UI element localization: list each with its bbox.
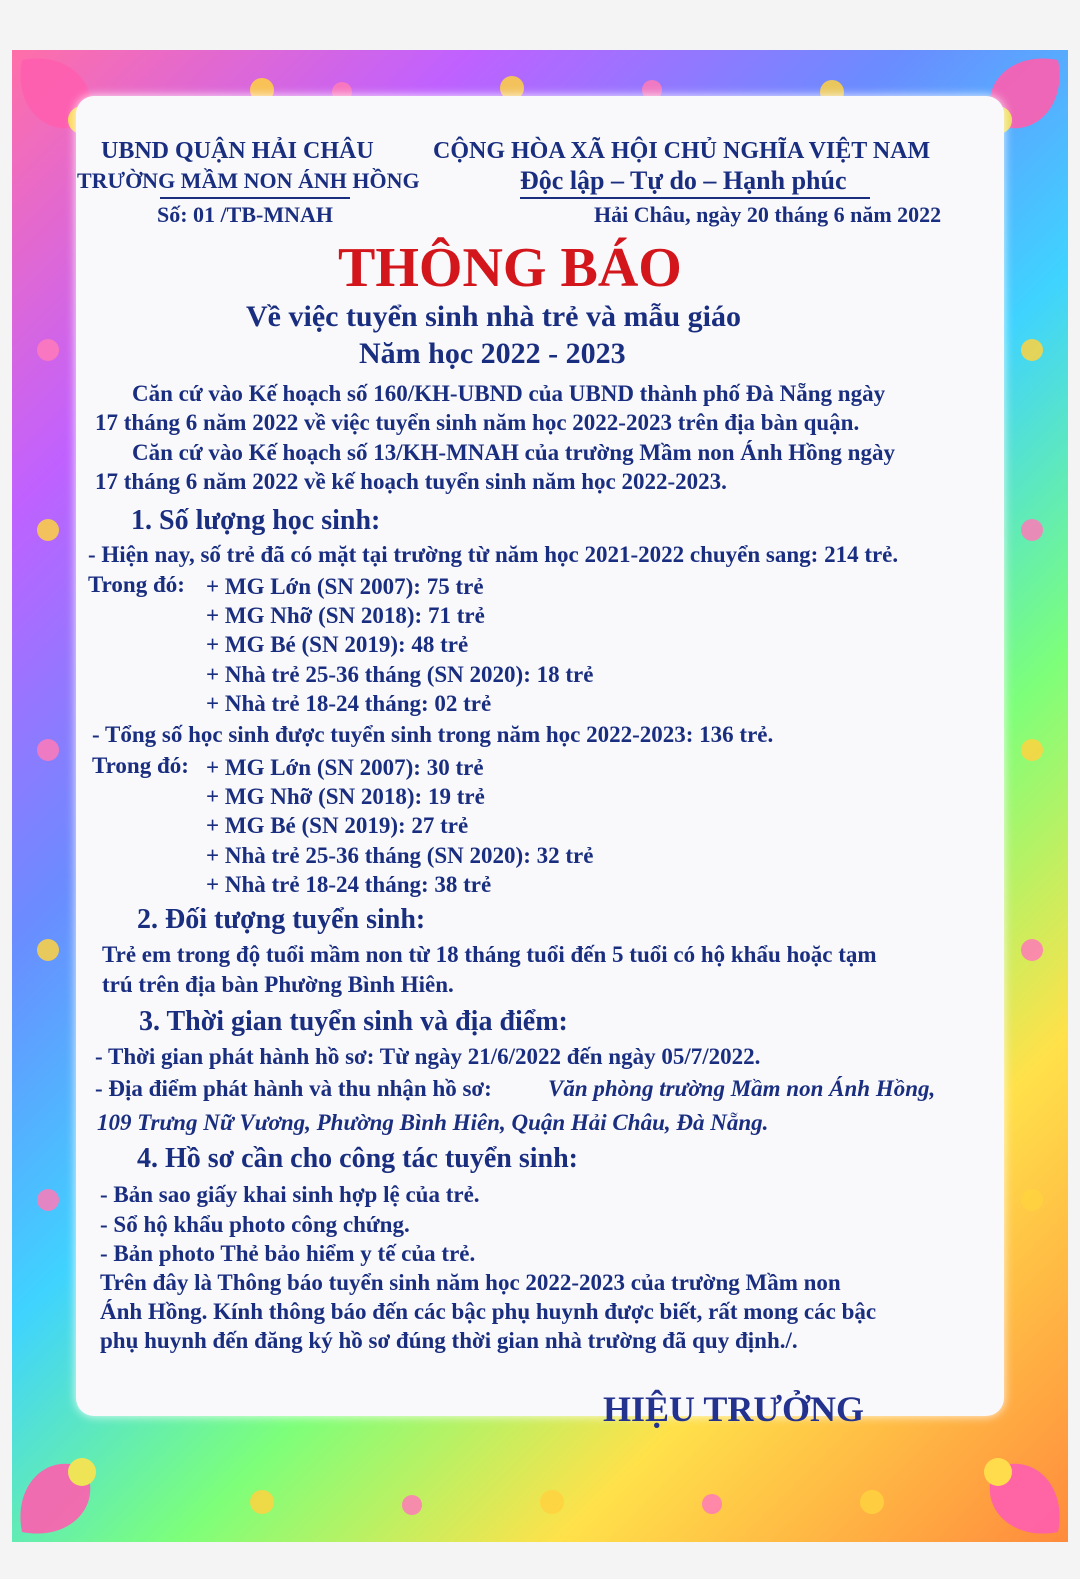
signature-title: HIỆU TRƯỞNG (603, 1389, 865, 1429)
list-item: + Nhà trẻ 25-36 tháng (SN 2020): 18 trẻ (206, 662, 594, 687)
list-item: - Sổ hộ khẩu photo công chứng. (100, 1212, 410, 1237)
list-item: + Nhà trẻ 18-24 tháng: 02 trẻ (206, 691, 492, 716)
basis-p2-line2: 17 tháng 6 năm 2022 về kế hoạch tuyển sinh năm học 2022-2023. (95, 469, 727, 494)
list-item: + MG Lớn (SN 2007): 30 trẻ (206, 755, 484, 780)
basis-p2-line1: Căn cứ vào Kế hoạch số 13/KH-MNAH của trường Mầm non Ánh Hồng ngày (132, 440, 895, 465)
closing-line2: Ánh Hồng. Kính thông báo đến các bậc phụ huynh được biết, rất mong các bậc (100, 1299, 877, 1324)
list-item: + MG Nhỡ (SN 2018): 71 trẻ (206, 603, 485, 628)
header-country: CỘNG HÒA XÃ HỘI CHỦ NGHĨA VIỆT NAM (433, 138, 931, 164)
notice-title: THÔNG BÁO (338, 237, 682, 299)
section1-current-line: - Hiện nay, số trẻ đã có mặt tại trường từ năm học 2021-2022 chuyển sang: 214 trẻ. (88, 542, 899, 567)
section1-total-line: - Tổng số học sinh được tuyển sinh trong năm học 2022-2023: 136 trẻ. (92, 722, 774, 747)
header-school-underline (160, 197, 350, 199)
section3-line1: - Thời gian phát hành hồ sơ: Từ ngày 21/6/2022 đến ngày 05/7/2022. (95, 1044, 761, 1069)
header-district: UBND QUẬN HẢI CHÂU (101, 138, 374, 164)
section1-heading: 1. Số lượng học sinh: (131, 505, 381, 536)
list-item: - Bản photo Thẻ bảo hiểm y tế của trẻ. (100, 1241, 476, 1266)
list-item: + MG Bé (SN 2019): 27 trẻ (206, 813, 469, 838)
section2-line1: Trẻ em trong độ tuổi mầm non từ 18 tháng tuổi đến 5 tuổi có hộ khẩu hoặc tạm (102, 942, 877, 967)
list-item: + Nhà trẻ 18-24 tháng: 38 trẻ (206, 872, 492, 897)
header-school: TRƯỜNG MẦM NON ÁNH HỒNG (77, 168, 420, 193)
list-item: - Bản sao giấy khai sinh hợp lệ của trẻ. (100, 1182, 480, 1207)
corner-flower-bottom-right (984, 1458, 1060, 1534)
section4-heading: 4. Hồ sơ cần cho công tác tuyển sinh: (137, 1143, 578, 1174)
basis-p1-line1: Căn cứ vào Kế hoạch số 160/KH-UBND của UBND thành phố Đà Nẵng ngày (132, 381, 886, 406)
list-item: + MG Nhỡ (SN 2018): 19 trẻ (206, 784, 485, 809)
section1-current-label: Trong đó: (88, 572, 185, 597)
list-item: + MG Lớn (SN 2007): 75 trẻ (206, 574, 484, 599)
header-doc-number: Số: 01 /TB-MNAH (157, 202, 333, 227)
corner-flower-bottom-left (20, 1458, 96, 1534)
basis-p1-line2: 17 tháng 6 năm 2022 về việc tuyển sinh năm học 2022-2023 trên địa bàn quận. (95, 410, 860, 435)
section3-heading: 3. Thời gian tuyển sinh và địa điểm: (139, 1006, 568, 1037)
notice-school-year: Năm học 2022 - 2023 (359, 337, 626, 370)
notice-subtitle: Về việc tuyển sinh nhà trẻ và mẫu giáo (246, 300, 741, 333)
section1-total-label: Trong đó: (92, 753, 189, 778)
section2-heading: 2. Đối tượng tuyển sinh: (137, 904, 426, 935)
header-motto: Độc lập – Tự do – Hạnh phúc (520, 166, 847, 195)
list-item: + MG Bé (SN 2019): 48 trẻ (206, 632, 469, 657)
header-date: Hải Châu, ngày 20 tháng 6 năm 2022 (594, 202, 942, 227)
closing-line3: phụ huynh đến đăng ký hồ sơ đúng thời gian nhà trường đã quy định./. (100, 1328, 798, 1353)
section3-address-part2: 109 Trưng Nữ Vương, Phường Bình Hiên, Quận Hải Châu, Đà Nẵng. (97, 1110, 769, 1135)
closing-line1: Trên đây là Thông báo tuyển sinh năm học 2022-2023 của trường Mầm non (100, 1270, 841, 1295)
section3-address-part1: Văn phòng trường Mầm non Ánh Hồng, (548, 1076, 936, 1101)
section2-line2: trú trên địa bàn Phường Bình Hiên. (102, 972, 454, 997)
header-motto-underline (520, 197, 870, 199)
list-item: + Nhà trẻ 25-36 tháng (SN 2020): 32 trẻ (206, 843, 594, 868)
section3-line2-label: - Địa điểm phát hành và thu nhận hồ sơ: (95, 1076, 492, 1101)
